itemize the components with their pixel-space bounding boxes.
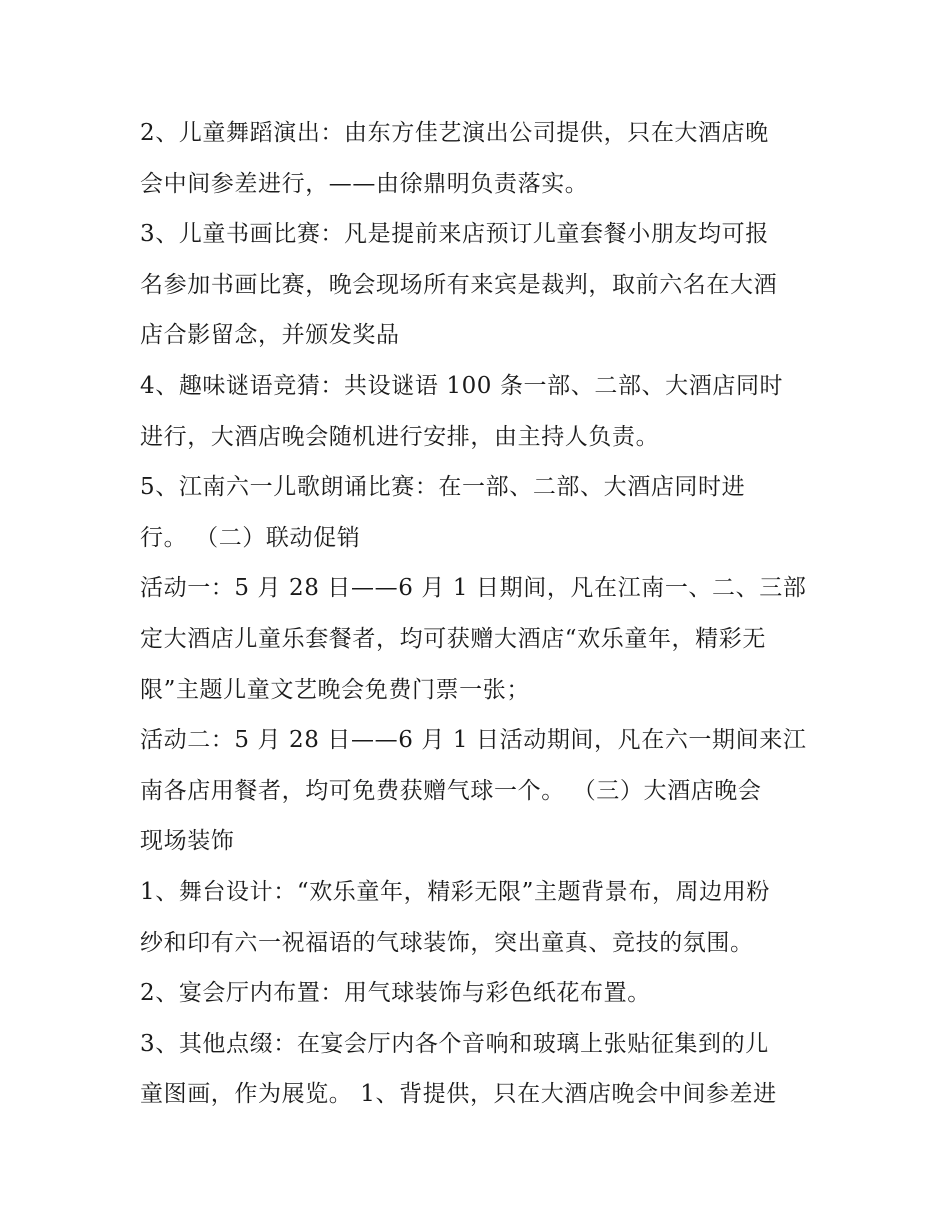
text-line: 活动二：5 月 28 日——6 月 1 日活动期间，凡在六一期间来江 (140, 727, 807, 754)
text-line: 童图画，作为展览。 1、背提供，只在大酒店晚会中间参差进 (140, 1081, 777, 1108)
text-line: 2、宴会厅内布置：用气球装饰与彩色纸花布置。 (140, 980, 651, 1007)
document-body (140, 108, 830, 1120)
text-line: 5、江南六一儿歌朗诵比赛：在一部、二部、大酒店同时进 (140, 474, 746, 501)
text-line: 活动一：5 月 28 日——6 月 1 日期间，凡在江南一、二、三部 (140, 575, 807, 602)
text-line: 名参加书画比赛，晚会现场所有来宾是裁判，取前六名在大酒 (140, 271, 778, 298)
text-line: 店合影留念，并颁发奖品 (140, 322, 400, 349)
text-line: 3、儿童书画比赛：凡是提前来店预订儿童套餐小朋友均可报 (140, 221, 769, 248)
text-line: 现场装饰 (140, 828, 235, 855)
text-line: 3、其他点缀：在宴会厅内各个音响和玻璃上张贴征集到的儿 (140, 1030, 769, 1057)
text-line: 1、舞台设计：“欢乐童年，精彩无限”主题背景布，周边用粉 (140, 878, 770, 905)
text-line: 2、儿童舞蹈演出：由东方佳艺演出公司提供，只在大酒店晚 (140, 120, 769, 146)
text-line: 南各店用餐者，均可免费获赠气球一个。 （三）大酒店晚会 (140, 777, 762, 804)
text-line: 4、趣味谜语竞猜：共设谜语 100 条一部、二部、大酒店同时 (140, 372, 784, 399)
text-line: 进行，大酒店晚会随机进行安排，由主持人负责。 (140, 423, 660, 450)
text-line: 纱和印有六一祝福语的气球装饰，突出童真、竞技的氛围。 (140, 929, 754, 956)
text-line: 限”主题儿童文艺晚会免费门票一张； (140, 676, 530, 703)
text-line: 会中间参差进行，——由徐鼎明负责落实。 (140, 170, 589, 197)
text-line: 行。 （二）联动促销 (140, 524, 361, 551)
text-line: 定大酒店儿童乐套餐者，均可获赠大酒店“欢乐童年，精彩无 (140, 625, 766, 652)
